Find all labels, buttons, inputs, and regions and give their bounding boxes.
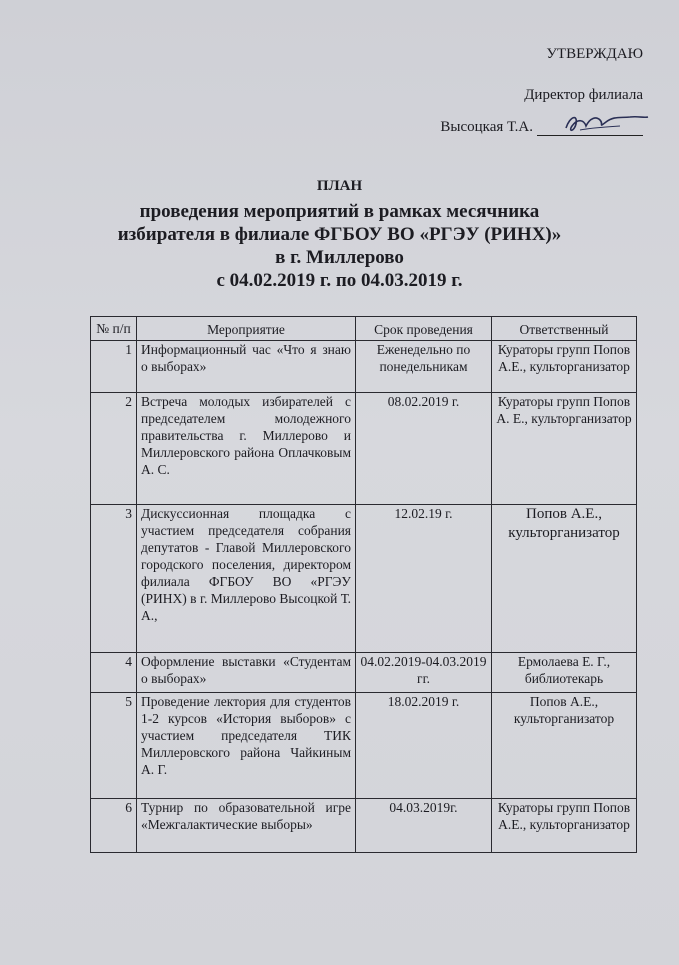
approval-label: УТВЕРЖДАЮ (546, 46, 643, 62)
row-responsible: Кураторы групп Попов А. Е., культорганизатор (492, 393, 637, 505)
row-date: Еженедельно по понедельникам (356, 341, 492, 393)
title-line-3: в г. Миллерово (275, 247, 404, 268)
row-number: 4 (91, 653, 137, 693)
header-number: № п/п (91, 317, 137, 341)
events-table (90, 316, 637, 853)
header-date: Срок проведения (356, 317, 492, 341)
row-number: 2 (91, 393, 137, 505)
table-row (91, 505, 637, 653)
row-date: 04.02.2019-04.03.2019 гг. (356, 653, 492, 693)
table-row (91, 653, 637, 693)
row-number: 3 (91, 505, 137, 653)
row-responsible: Кураторы групп Попов А.Е., культорганизатор (492, 799, 637, 853)
row-number: 6 (91, 799, 137, 853)
row-event: Проведение лектория для студентов 1-2 курсов «История выборов» с участием председателя ТИК Миллеровского района Чайкиным А. Г. (137, 693, 356, 799)
row-number: 5 (91, 693, 137, 799)
table-row (91, 693, 637, 799)
table-row (91, 799, 637, 853)
row-date: 18.02.2019 г. (356, 693, 492, 799)
header-responsible: Ответственный (492, 317, 637, 341)
row-number: 1 (91, 341, 137, 393)
header-event: Мероприятие (137, 317, 356, 341)
title-line-2: избирателя в филиале ФГБОУ ВО «РГЭУ (РИНХ)» (117, 224, 562, 245)
row-event: Встреча молодых избирателей с председателем молодежного правительства г. Миллерово и Миллеровского района Оплачковым А. С. (137, 393, 356, 505)
document-heading: ПЛАН (316, 178, 363, 194)
title-line-1: проведения мероприятий в рамках месячника (139, 201, 540, 222)
handwritten-signature (560, 108, 650, 138)
row-event: Дискуссионная площадка с участием председателя собрания депутатов - Главой Миллеровского городского поселения, директором филиала ФГБОУ ВО «РГЭУ (РИНХ) в г. Миллерово Высоцкой Т. А., (137, 505, 356, 653)
table-header-row (91, 317, 637, 341)
table-row (91, 341, 637, 393)
row-date: 04.03.2019г. (356, 799, 492, 853)
row-responsible: Ермолаева Е. Г., библиотекарь (492, 653, 637, 693)
row-date: 08.02.2019 г. (356, 393, 492, 505)
row-date: 12.02.19 г. (356, 505, 492, 653)
document-title (0, 200, 679, 292)
table-row (91, 393, 637, 505)
row-responsible: Попов А.Е., культорганизатор (492, 505, 637, 653)
row-event: Оформление выставки «Студентам о выборах» (137, 653, 356, 693)
approval-position: Директор филиала (524, 87, 643, 103)
row-responsible: Попов А.Е., культорганизатор (492, 693, 637, 799)
title-line-4: с 04.02.2019 г. по 04.03.2019 г. (216, 270, 463, 291)
row-event: Турнир по образовательной игре «Межгалактические выборы» (137, 799, 356, 853)
row-event: Информационный час «Что я знаю о выборах» (137, 341, 356, 393)
row-responsible: Кураторы групп Попов А.Е., культорганизатор (492, 341, 637, 393)
approver-name: Высоцкая Т.А. (440, 119, 533, 135)
